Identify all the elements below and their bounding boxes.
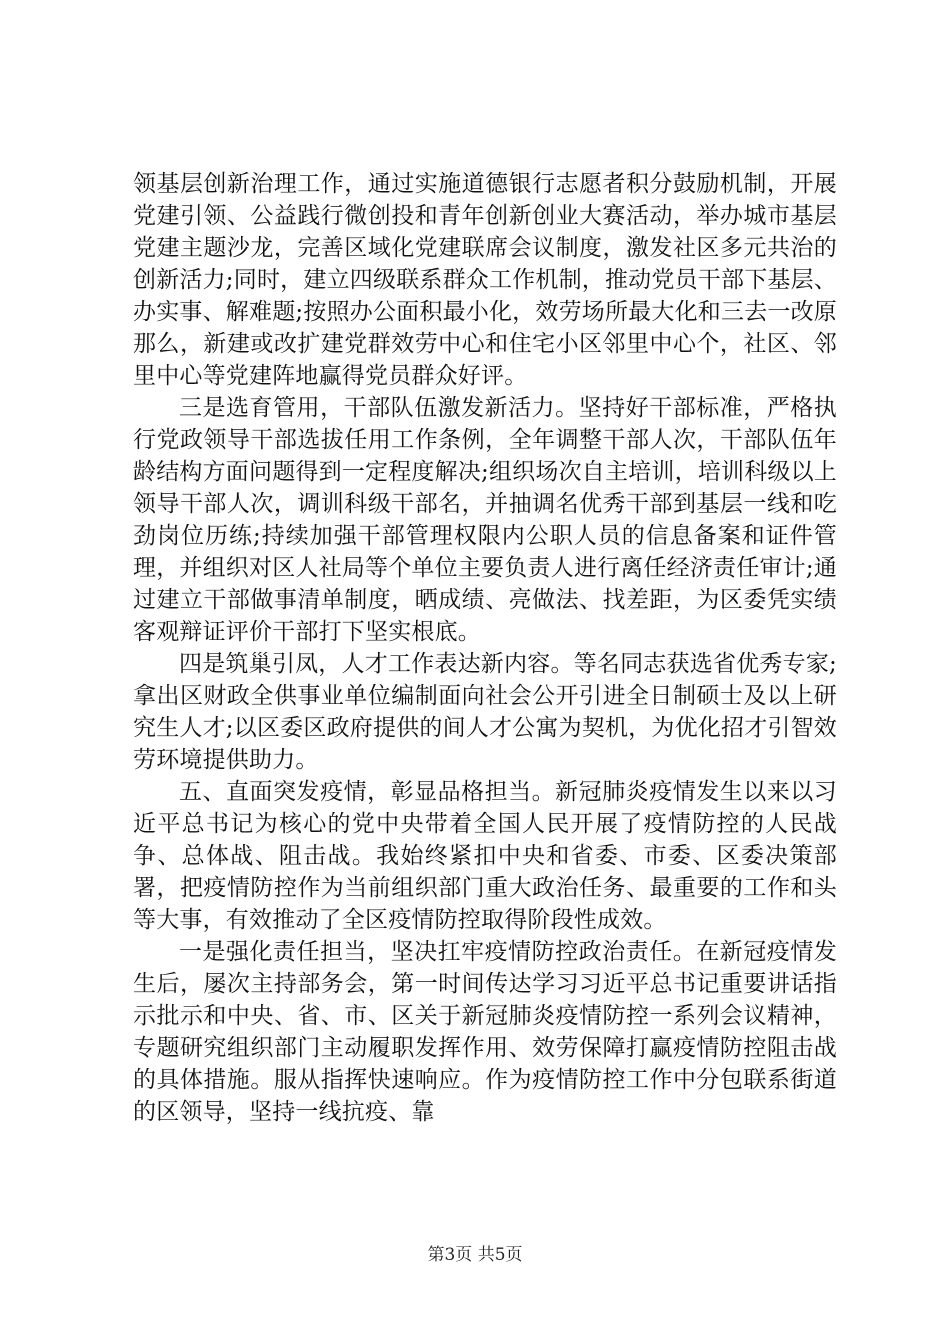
paragraph-4: 五、直面突发疫情，彰显品格担当。新冠肺炎疫情发生以来以习近平总书记为核心的党中央带着全国人民开展了疫情防控的人民战争、总体战、阻击战。我始终紧扣中央和省委、市委、区委决策部署，把疫情防控作为当前组织部门重大政治任务、最重要的工作和头等大事，有效推动了全区疫情防控取得阶段性成效。 bbox=[133, 779, 837, 933]
page-footer: 第3页 共5页 bbox=[427, 1245, 523, 1265]
paragraph-3: 四是筑巢引凤，人才工作表达新内容。等名同志获选省优秀专家;拿出区财政全供事业单位编制面向社会公开引进全日制硕士及以上研究生人才;以区委区政府提供的间人才公寓为契机，为优化招才引智效劳环境提供助力。 bbox=[133, 651, 837, 773]
document-body bbox=[133, 168, 837, 1128]
paragraph-1: 领基层创新治理工作，通过实施道德银行志愿者积分鼓励机制，开展党建引领、公益践行微创投和青年创新创业大赛活动，举办城市基层党建主题沙龙，完善区域化党建联席会议制度，激发社区多元共治的创新活力;同时，建立四级联系群众工作机制，推动党员干部下基层、办实事、解难题;按照办公面积最小化，效劳场所最大化和三去一改原那么，新建或改扩建党群效劳中心和住宅小区邻里中心个，社区、邻里中心等党建阵地赢得党员群众好评。 bbox=[133, 171, 837, 389]
paragraph-5: 一是强化责任担当，坚决扛牢疫情防控政治责任。在新冠疫情发生后，屡次主持部务会，第一时间传达学习习近平总书记重要讲话指示批示和中央、省、市、区关于新冠肺炎疫情防控一系列会议精神，专题研究组织部门主动履职发挥作用、效劳保障打赢疫情防控阻击战的具体措施。服从指挥快速响应。作为疫情防控工作中分包联系街道的区领导，坚持一线抗疫、靠 bbox=[133, 939, 837, 1125]
paragraph-2: 三是选育管用，干部队伍激发新活力。坚持好干部标准，严格执行党政领导干部选拔任用工作条例，全年调整干部人次，干部队伍年龄结构方面问题得到一定程度解决;组织场次自主培训，培训科级以上领导干部人次，调训科级干部名，并抽调名优秀干部到基层一线和吃劲岗位历练;持续加强干部管理权限内公职人员的信息备案和证件管理，并组织对区人社局等个单位主要负责人进行离任经济责任审计;通过建立干部做事清单制度，晒成绩、亮做法、找差距，为区委凭实绩客观辩证评价干部打下坚实根底。 bbox=[133, 395, 837, 645]
